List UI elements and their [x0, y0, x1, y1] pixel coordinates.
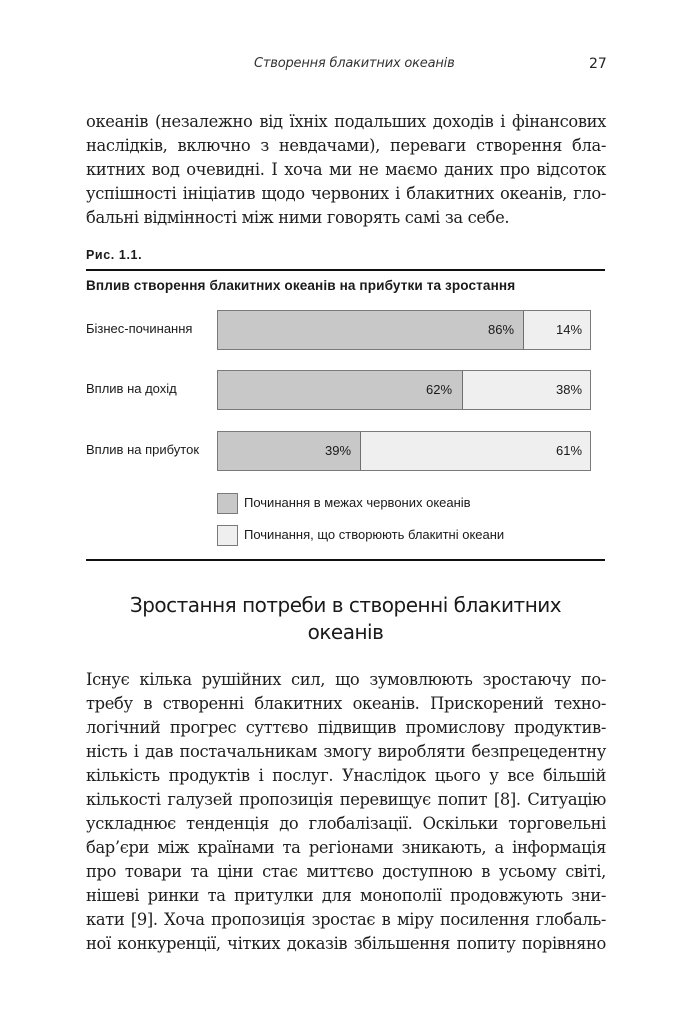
figure-title: Вплив створення блакитних океанів на прибутки та зростання [86, 278, 516, 293]
figure-bar-chart [86, 248, 605, 568]
text-line: нішеві ринки та притулки для монополії продовжують зни- [86, 886, 606, 905]
text-line: океанів (незалежно від їхніх подальших доходів і фінансових [86, 112, 606, 131]
bar-label: Вплив на прибуток [86, 442, 200, 457]
legend-label: Починання, що створюють блакитні океани [244, 527, 505, 542]
text-line: логічний прогрес суттєво підвищив промислову продуктив- [86, 718, 606, 737]
text-line: бальні відмінності між ними говорять самі за себе. [86, 208, 510, 227]
page-number: 27 [589, 56, 607, 72]
value-red-ocean: 86% [488, 322, 515, 337]
text-line: успішності ініціатив щодо червоних і блакитних океанів, гло- [86, 184, 606, 203]
running-header [0, 56, 691, 76]
bar-row-profit [86, 431, 605, 471]
text-line: китних вод очевидні. І хоча ми не маємо даних про відсоток [86, 160, 606, 179]
value-red-ocean: 39% [325, 443, 352, 458]
figure-bottom-rule [86, 559, 605, 561]
text-line: требу в створенні блакитних океанів. Прискорений техно- [86, 694, 606, 713]
running-title: Створення блакитних океанів [254, 56, 455, 71]
heading-line: Зростання потреби в створенні блакитних [129, 593, 562, 617]
value-red-ocean: 62% [426, 382, 453, 397]
value-blue-ocean: 14% [556, 322, 583, 337]
text-line: ність і дав постачальникам змогу виробляти безпрецедентну [86, 742, 606, 761]
text-line: кількості галузей пропозиція перевищує попит [8]. Ситуацію [86, 790, 606, 809]
figure-label: Рис. 1.1. [86, 248, 143, 262]
bar-row-business [86, 310, 605, 350]
text-line: кати [9]. Хоча пропозиція зростає в міру посилення глобаль- [86, 910, 606, 929]
text-line: Існує кілька рушійних сил, що зумовлюють зростаючу по- [86, 670, 606, 689]
text-line: про товари та ціни стає миттєво доступною в усьому світі, [86, 862, 606, 881]
text-line: наслідків, включно з невдачами), переваги створення бла- [86, 136, 606, 155]
stacked-bar [217, 310, 591, 350]
text-line: ускладнює тенденція до глобалізації. Оскільки торговельні [86, 814, 606, 833]
text-line: ної конкуренції, чітких доказів збільшення попиту порівняно [86, 934, 606, 953]
heading-line: океанів [307, 620, 384, 644]
legend-swatch-red-ocean [217, 493, 238, 514]
figure-top-rule [86, 269, 605, 271]
legend-swatch-blue-ocean [217, 525, 238, 546]
bar-label: Вплив на дохід [86, 381, 177, 396]
legend-label: Починання в межах червоних океанів [244, 495, 471, 510]
bar-label: Бізнес-починання [86, 321, 193, 336]
text-line: кількість продуктів і послуг. Унаслідок цього у все більшій [86, 766, 606, 785]
text-line: бар’єри між країнами та регіонами зникають, а інформація [86, 838, 606, 857]
section-heading [86, 592, 605, 646]
stacked-bar [217, 431, 591, 471]
paragraph-intro [86, 110, 606, 230]
bar-segment-red-ocean [218, 311, 524, 349]
value-blue-ocean: 61% [556, 443, 583, 458]
value-blue-ocean: 38% [556, 382, 583, 397]
stacked-bar [217, 370, 591, 410]
paragraph-body [86, 668, 606, 956]
bar-row-revenue [86, 370, 605, 410]
